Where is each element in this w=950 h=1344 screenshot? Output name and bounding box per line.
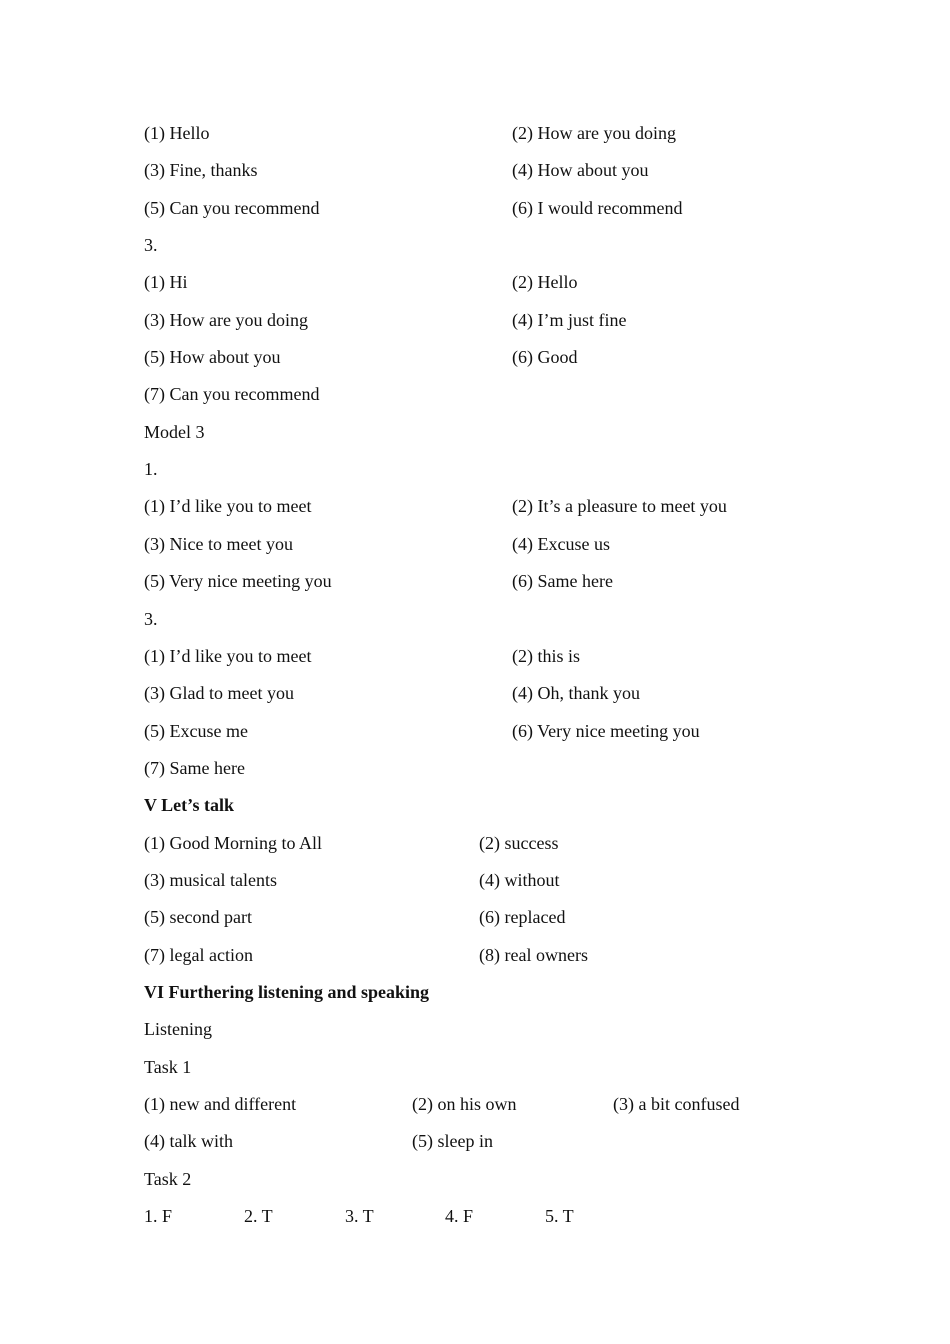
answer-item: (6) Very nice meeting you xyxy=(512,721,700,741)
answer-item: (5) Can you recommend xyxy=(144,198,320,218)
answer-item: (2) It’s a pleasure to meet you xyxy=(512,496,727,516)
answer-item: (6) replaced xyxy=(479,907,566,927)
answer-item: (5) second part xyxy=(144,907,252,927)
answer-item: (2) success xyxy=(479,833,559,853)
answer-item: (3) Fine, thanks xyxy=(144,160,258,180)
answer-item: 4. F xyxy=(445,1206,474,1226)
answer-item: (1) I’d like you to meet xyxy=(144,646,312,666)
exercise-number: 3. xyxy=(144,235,158,255)
answer-item: (2) on his own xyxy=(412,1094,517,1114)
answer-item: (4) talk with xyxy=(144,1131,233,1151)
answer-item: 2. T xyxy=(244,1206,273,1226)
answer-item: (2) How are you doing xyxy=(512,123,676,143)
answer-item: (3) How are you doing xyxy=(144,310,308,330)
answer-item: (5) Excuse me xyxy=(144,721,248,741)
answer-item: (1) Hello xyxy=(144,123,210,143)
exercise-number: 3. xyxy=(144,609,158,629)
section-heading: VI Furthering listening and speaking xyxy=(144,982,430,1002)
answer-item: (6) Good xyxy=(512,347,578,367)
answer-item: (5) Very nice meeting you xyxy=(144,571,332,591)
answer-item: (3) musical talents xyxy=(144,870,277,890)
answer-item: (1) Good Morning to All xyxy=(144,833,322,853)
answer-item: (3) Glad to meet you xyxy=(144,683,294,703)
answer-item: (4) Excuse us xyxy=(512,534,610,554)
answer-item: (1) I’d like you to meet xyxy=(144,496,312,516)
answer-item: (2) this is xyxy=(512,646,581,666)
answer-item: (7) legal action xyxy=(144,945,253,965)
answer-item: (7) Same here xyxy=(144,758,245,778)
model-heading: Model 3 xyxy=(144,422,205,442)
answer-item: (5) sleep in xyxy=(412,1131,493,1151)
task-label: Task 2 xyxy=(144,1169,192,1189)
answer-item: (2) Hello xyxy=(512,272,578,292)
answer-item: (4) I’m just fine xyxy=(512,310,627,330)
answer-item: (6) Same here xyxy=(512,571,613,591)
section-heading: V Let’s talk xyxy=(144,795,234,815)
answer-item: (1) new and different xyxy=(144,1094,297,1114)
task-label: Task 1 xyxy=(144,1057,192,1077)
subsection-label: Listening xyxy=(144,1019,212,1039)
answer-item: (6) I would recommend xyxy=(512,198,683,218)
exercise-number: 1. xyxy=(144,459,158,479)
answer-item: (1) Hi xyxy=(144,272,188,292)
answer-item: (8) real owners xyxy=(479,945,588,965)
answer-item: 1. F xyxy=(144,1206,173,1226)
answer-item: (4) How about you xyxy=(512,160,649,180)
answer-item: (3) Nice to meet you xyxy=(144,534,293,554)
answer-item: (7) Can you recommend xyxy=(144,384,320,404)
answer-item: 5. T xyxy=(545,1206,574,1226)
answer-item: 3. T xyxy=(345,1206,374,1226)
answer-item: (4) Oh, thank you xyxy=(512,683,640,703)
answer-item: (3) a bit confused xyxy=(613,1094,740,1114)
answer-item: (4) without xyxy=(479,870,560,890)
answer-item: (5) How about you xyxy=(144,347,281,367)
